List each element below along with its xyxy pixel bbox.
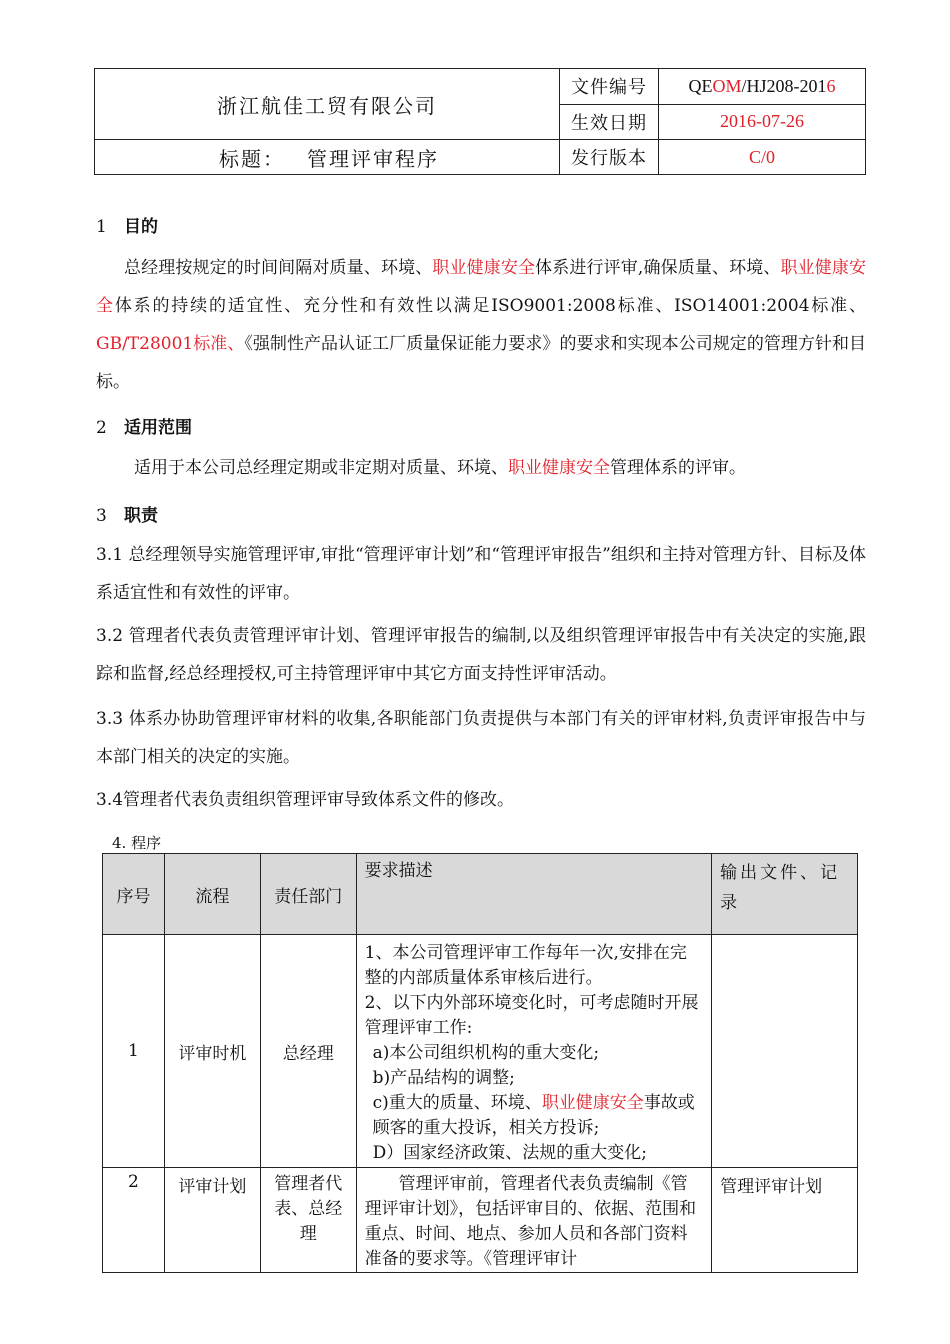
- section-1-heading: 1 目的: [96, 217, 158, 237]
- row-1-requirement: 1、本公司管理评审工作每年一次,安排在完整的内部质量体系审核后进行。 2、以下内外部环境变化时，可考虑随时开展管理评审工作: a)本公司组织机构的重大变化; b)产品结构的调整; c)重大的质量、环境、职业健康安全事故或顾客的重大投诉，相关方投诉; D）国家经济政策、法规的重大变化;: [356, 935, 711, 1168]
- section-2-heading: 2 适用范围: [96, 418, 192, 438]
- doc-number-label: 文件编号: [560, 69, 659, 105]
- col-header-output: 输出文件、记录: [712, 854, 858, 935]
- company-name: 浙江航佳工贸有限公司: [95, 69, 560, 140]
- row-2-no: 2: [103, 1168, 165, 1273]
- procedure-table: [102, 853, 858, 1273]
- document-title: 标题： 管理评审程序: [95, 140, 560, 175]
- table-row: [103, 935, 858, 1168]
- row-2-flow: 评审计划: [164, 1168, 260, 1273]
- version-label: 发行版本: [560, 140, 659, 175]
- row-1-dept: 总经理: [260, 935, 356, 1168]
- header-table: [94, 68, 866, 175]
- section-2-paragraph: 适用于本公司总经理定期或非定期对质量、环境、职业健康安全管理体系的评审。: [134, 458, 746, 478]
- version-value: C/0: [659, 140, 866, 175]
- col-header-dept: 责任部门: [260, 854, 356, 935]
- col-header-flow: 流程: [164, 854, 260, 935]
- effective-date-label: 生效日期: [560, 104, 659, 140]
- clause-3-1: 3.1 总经理领导实施管理评审,审批“管理评审计划”和“管理评审报告”组织和主持对管理方针、目标及体系适宜性和有效性的评审。: [96, 545, 866, 603]
- col-header-no: 序号: [103, 854, 165, 935]
- section-4-caption: 4. 程序: [112, 834, 162, 852]
- doc-number-value: QEOM/HJ208-2016: [659, 69, 866, 105]
- effective-date-value: 2016-07-26: [659, 104, 866, 140]
- row-1-flow: 评审时机: [164, 935, 260, 1168]
- row-1-no: 1: [103, 935, 165, 1168]
- row-1-output: [712, 935, 858, 1168]
- table-row: [103, 1168, 858, 1273]
- section-3-heading: 3 职责: [96, 506, 158, 526]
- clause-3-2: 3.2 管理者代表负责管理评审计划、管理评审报告的编制,以及组织管理评审报告中有关决定的实施,跟踪和监督,经总经理授权,可主持管理评审中其它方面支持性评审活动。: [96, 626, 866, 684]
- row-2-dept: 管理者代表、总经理: [260, 1168, 356, 1273]
- clause-3-4: 3.4管理者代表负责组织管理评审导致体系文件的修改。: [96, 790, 515, 810]
- row-2-output: 管理评审计划: [712, 1168, 858, 1273]
- row-2-requirement: 管理评审前，管理者代表负责编制《管理评审计划》，包括评审目的、依据、范围和重点、时间、地点、参加人员和各部门资料准备的要求等。《管理评审计: [356, 1168, 711, 1273]
- section-1-paragraph: 总经理按规定的时间间隔对质量、环境、职业健康安全体系进行评审,确保质量、环境、职业健康安全体系的持续的适宜性、充分性和有效性以满足ISO9001:2008标准、ISO14001:2004标准、GB/T28001标准、《强制性产品认证工厂质量保证能力要求》的要求和实现本公司规定的管理方针和目标。: [96, 258, 867, 392]
- table-header-row: [103, 854, 858, 935]
- clause-3-3: 3.3 体系办协助管理评审材料的收集,各职能部门负责提供与本部门有关的评审材料,负责评审报告中与本部门相关的决定的实施。: [96, 709, 866, 767]
- col-header-requirement: 要求描述: [356, 854, 711, 935]
